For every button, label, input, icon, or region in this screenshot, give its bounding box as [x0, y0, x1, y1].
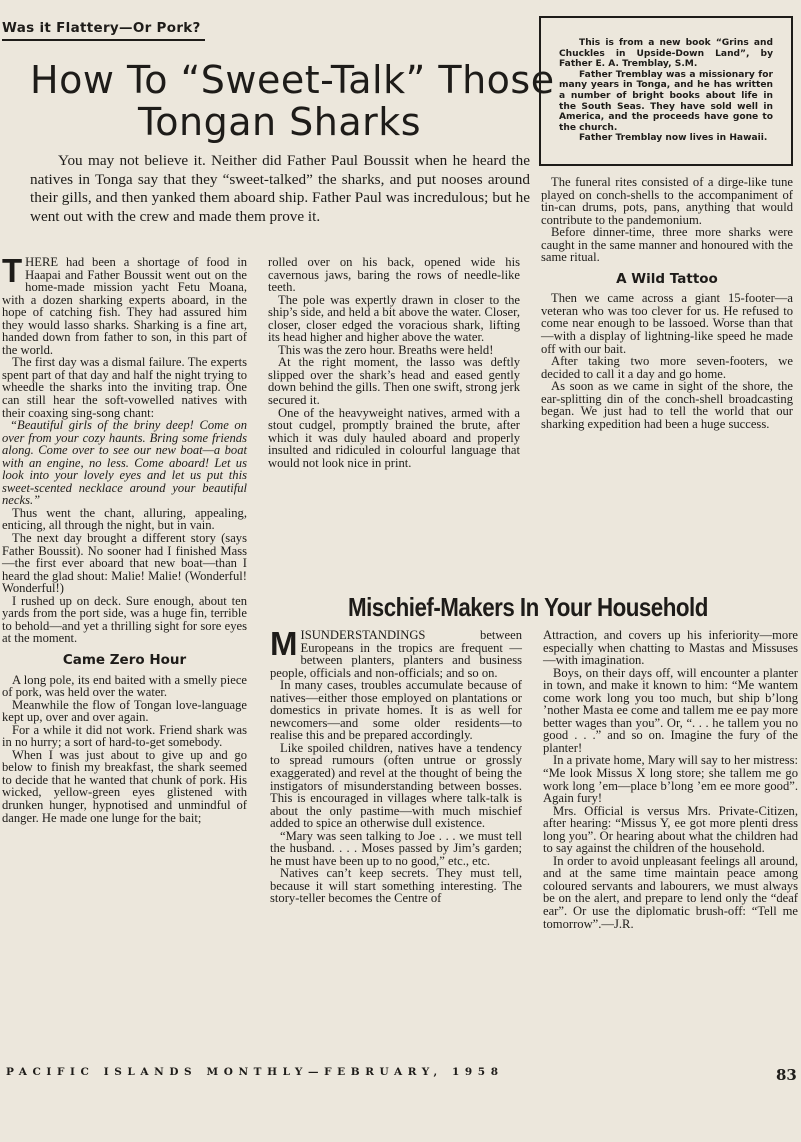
paragraph: One of the heavyweight natives, armed with a stout cudgel, promptly brained the brute, after which it was duly hauled aboard and properly insulted and ridiculed in colourful language that would not look nice in print.	[268, 405, 520, 470]
paragraph: In many cases, troubles accumulate because of natives—either those employed on plantations or domestics in private homes. It is as well for newcomers—and some older residents—to realise this and be prepared accordingly.	[270, 678, 522, 743]
shark-column-1	[2, 252, 247, 825]
paragraph: “Mary was seen talking to Joe . . . we must tell the husband. . . . Moses passed by Jim’s garden; he must have been up to no good,” etc., etc.	[270, 828, 522, 868]
paragraph: Natives can’t keep secrets. They must tell, because it will start something interesting. The story-teller becomes the Centre of	[270, 866, 522, 906]
article-title-line1: How To “Sweet-Talk” Those	[30, 58, 555, 102]
paragraph: For a while it did not work. Friend shark was in no hurry; a sort of hard-to-get somebody.	[2, 722, 247, 750]
paragraph: This was the zero hour. Breaths were held!	[278, 342, 494, 357]
drop-cap: T	[2, 252, 23, 289]
subheading-came-zero-hour: Came Zero Hour	[62, 651, 187, 668]
section-kicker: Was it Flattery—Or Pork?	[2, 20, 201, 36]
page-number: 83	[776, 1066, 797, 1084]
subheading-a-wild-tattoo: A Wild Tattoo	[616, 270, 718, 287]
paragraph: The pole was expertly drawn in closer to the ship’s side, and held a bit above the water. Closer, closer, closer edged the voracious shark, lifting its head higher and higher above the water.	[268, 292, 520, 345]
paragraph: Before dinner-time, three more sharks were caught in the same manner and honoured with the same ritual.	[541, 225, 793, 265]
book-note-line: Father Tremblay now lives in Hawaii.	[579, 133, 768, 144]
paragraph: As soon as we came in sight of the shore, the ear-splitting din of the conch-shell broadcasting began. We just had to tell the world that our sharking expedition had been a huge success.	[541, 379, 793, 431]
book-note-line: This is from a new book “Grins and Chuckles in Upside-Down Land”, by Father E. A. Tremblay, S.M.	[559, 38, 773, 70]
paragraph: Thus went the chant, alluring, appealing, enticing, all through the night, but in vain.	[2, 505, 247, 533]
paragraph: THERE had been a shortage of food in Haapai and Father Boussit went out on the home-made mission yacht Fetu Moana, with a dozen sharking experts aboard, in the hope of catching fish. They had assured him they would lasso sharks. Sharking is a fine art, handed down from father to son, in this part of the world.	[2, 252, 247, 357]
paragraph: In order to avoid unpleasant feelings all around, and at the same time maintain peace among coloured servants and labourers, we must always be on the alert, and prepare to lend only the “deaf ear”. Or use the diplomatic brush-off: “Tell me tomorrow”.—J.R.	[543, 853, 798, 931]
paragraph: The first day was a dismal failure. The experts spent part of that day and half the night trying to wheedle the sharks into the inviting trap. One can still hear the soft-vowelled natives with their coaxing sing-song chant:	[2, 355, 247, 420]
article-title-line2: Tongan Sharks	[138, 100, 422, 144]
book-note-box	[539, 16, 793, 166]
running-footer: PACIFIC ISLANDS MONTHLY—FEBRUARY, 1958	[6, 1066, 504, 1078]
chant-verse: “Beautiful girls of the briny deep! Come on over from your cozy haunts. Bring some friends along. Come over to see our new boat—a boat with an engine, no less. Come aboard! Let us look into your lovely eyes and let us put this sweet-scented necklace around your beautiful necks.”	[2, 418, 247, 508]
mischief-column-1	[270, 625, 522, 906]
paragraph: After taking two more seven-footers, we decided to call it a day and go home.	[541, 354, 793, 381]
paragraph: Mrs. Official is versus Mrs. Private-Citizen, after hearing: “Missus Y, ee got more plenti dress long you”. Or hearing about what the children had to say against the children of the household.	[543, 803, 798, 856]
drop-cap: M	[270, 625, 298, 662]
paragraph: Meanwhile the flow of Tongan love-language kept up, over and over again.	[2, 697, 247, 725]
paragraph: Then we came across a giant 15-footer—a veteran who was too clever for us. He refused to come near enough to be lassoed. Worse than that—with a display of lightning-like speed he made off with our bait.	[541, 291, 793, 356]
paragraph: The next day brought a different story (says Father Boussit). No sooner had I finished Mass—the first ever aboard that new boat—than I heard the glad shout: Malie! Malie! (Wonderful! Wonderful!)	[2, 531, 247, 596]
paragraph: At the right moment, the lasso was deftly slipped over the shark’s head and eased gently down behind the gills. Then one swift, strong jerk secured it.	[268, 355, 520, 408]
paragraph: In a private home, Mary will say to her mistress: “Me look Missus X long store; she tallem me go work long ’em—place b’long ’em ee more good”. Again fury!	[543, 753, 798, 806]
paragraph: I rushed up on deck. Sure enough, about ten yards from the port side, was a huge fin, terrible to behold—and yet a thrilling sight for sore eyes at the moment.	[2, 593, 247, 646]
shark-column-2	[268, 256, 520, 469]
paragraph: Like spoiled children, natives have a tendency to spread rumours (often untrue or grossly exaggerated) and revel at the thought of being the instigators of misunderstanding between bosses. This is encouraged in villages where talk-talk is about the only pastime—with much mischief added to spice an otherwise dull existence.	[270, 740, 522, 831]
paragraph: The funeral rites consisted of a dirge-like tune played on conch-shells to the accompaniment of tin-can drums, pots, pans, anything that would contribute to the pandemonium.	[541, 175, 793, 227]
paragraph: Attraction, and covers up his inferiority—more especially when chatting to Mastas and Missuses—with imagination.	[543, 628, 798, 668]
book-note-line: Father Tremblay was a missionary for many years in Tonga, and he has written a number of bright books about life in the South Seas. They have sold well in America, and the proceeds have gone to the church.	[559, 69, 773, 133]
mischief-column-2	[543, 629, 798, 930]
paragraph: MISUNDERSTANDINGS between Europeans in the tropics are frequent — between planters, planters and business people, officials and non-officials; and so on.	[270, 625, 522, 680]
paragraph: When I was just about to give up and go below to finish my breakfast, the shark seemed to decide that he wanted that chunk of pork. His wicked, yellow-green eyes glistened with drunken hunger, hypnotised and unmindful of danger. He made one lunge for the bait;	[2, 747, 247, 825]
kicker-rule	[2, 39, 205, 41]
mischief-article-title: Mischief-Makers In Your Household	[348, 592, 708, 622]
paragraph: rolled over on his back, opened wide his cavernous jaws, baring the rows of needle-like teeth.	[268, 255, 520, 295]
paragraph: Boys, on their days off, will encounter a planter in town, and make it known to him: “Me wantem come work long you too much, but ship b’long ’nother Masta ee come and tallem me ee pay more better wages than you”. Or, “. . . he tallem you no good . . .” and so on. Imagine the fury of the planter!	[543, 665, 798, 755]
shark-column-3	[541, 176, 793, 430]
paragraph: A long pole, its end baited with a smelly piece of pork, was held over the water.	[2, 672, 247, 700]
article-intro: You may not believe it. Neither did Father Paul Boussit when he heard the natives in Tonga say that they “sweet-talked” the sharks, and put nooses around their gills, and then yanked them aboard ship. Father Paul was incredulous; but he went out with the crew and made them prove it.	[30, 152, 530, 225]
